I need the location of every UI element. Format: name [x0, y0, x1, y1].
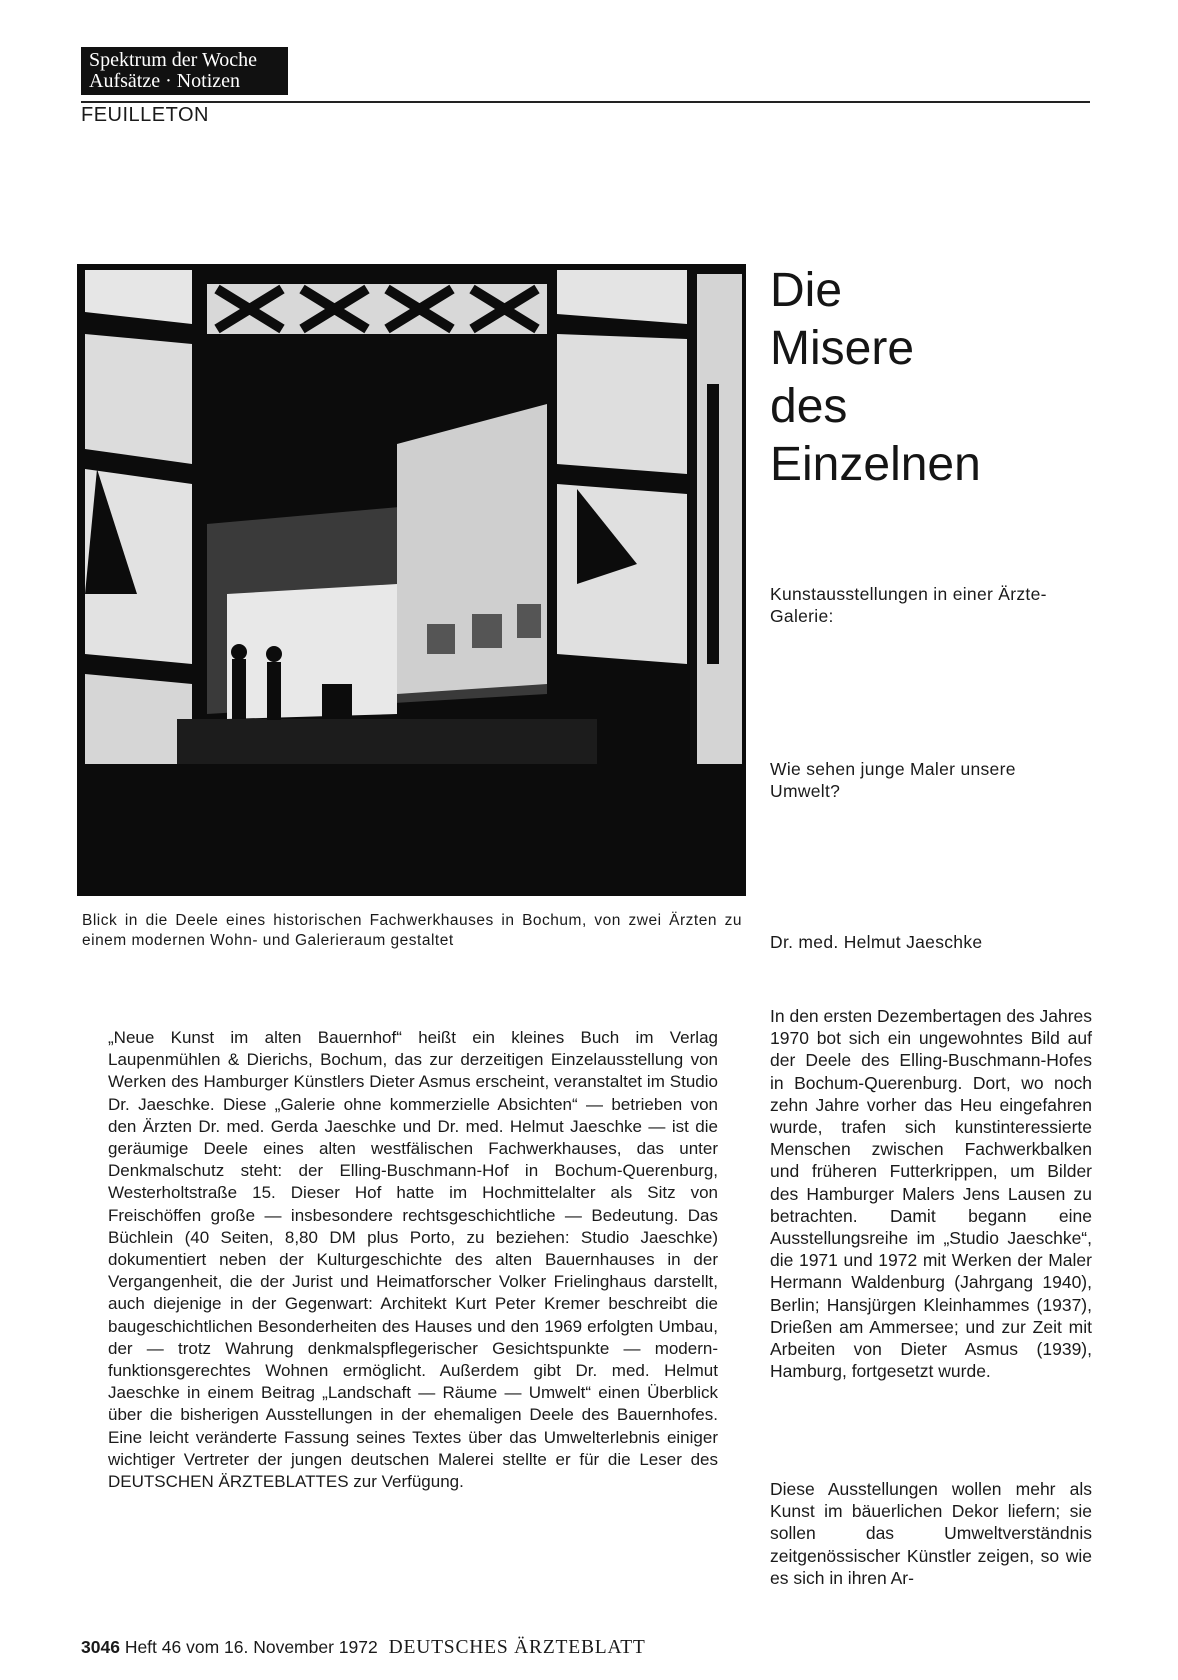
badge-line-1: Spektrum der Woche — [89, 49, 257, 71]
subtitle-question: Wie sehen junge Maler unsere Umwelt? — [770, 759, 1016, 801]
title-line-3: des — [770, 380, 848, 433]
header-rule — [81, 101, 1090, 103]
photo-timber-frame-hall — [77, 264, 746, 896]
photo-illustration — [77, 264, 746, 896]
author-byline: Dr. med. Helmut Jaeschke — [770, 932, 983, 952]
issue-date: Heft 46 vom 16. November 1972 — [124, 1637, 378, 1657]
intro-paragraph: „Neue Kunst im alten Bauernhof“ heißt ein kleines Buch im Verlag Laupenmühlen & Dierichs, Bochum, das zur derzeitigen Einzelausstellung von Werken des Hamburger Künstlers Dieter Asmus erscheint, veranstaltet im Studio Dr. Jaeschke. Diese „Galerie ohne kommerzielle Absichten“ — betrieben von den Ärzten Dr. med. Gerda Jaeschke und Dr. med. Helmut Jaeschke — ist die geräumige Deele eines alten westfälischen Fachwerkhauses, das unter Denkmalschutz steht: der Elling-Buschmann-Hof in Bochum-Querenburg, Westerholtstraße 15. Dieser Hof hatte im Hochmittelalter als Sitz von Freischöffen große — insbesondere rechtsgeschichtliche — Bedeutung. Das Büchlein (40 Seiten, 8,80 DM plus Porto, zu beziehen: Studio Jaeschke) dokumentiert neben der Kulturgeschichte des alten Bauernhauses in der Vergangenheit, die der Jurist und Heimatforscher Volker Frielinghaus darstellt, auch diejenige in der Gegenwart: Architekt Kurt Peter Kremer beschreibt die baugeschichtlichen Besonderheiten des Hauses und den 1969 erfolgten Umbau, der — trotz Wahrung denkmalspflegerischer Gesichtspunkte — modern-funktionsgerechtes Wohnen ermöglicht. Außerdem gibt Dr. med. Helmut Jaeschke in einem Beitrag „Landschaft — Räume — Umwelt“ einen Überblick über die bisherigen Ausstellungen in der ehemaligen Deele des Bauernhofes. Eine leicht veränderte Fassung seines Textes über das Umwelterlebnis einiger wichtiger Vertreter der jungen deutschen Malerei stellte er für die Leser des DEUTSCHEN ÄRZTEBLATTES zur Verfügung. — [108, 1028, 718, 1492]
photo-caption: Blick in die Deele eines historischen Fachwerkhauses in Bochum, von zwei Ärzten zu einem modernen Wohn- und Galerieraum gestaltet — [82, 912, 742, 949]
masthead: DEUTSCHES ÄRZTEBLATT — [388, 1637, 646, 1658]
page-number: 3046 — [81, 1637, 120, 1657]
article-title — [770, 262, 1090, 494]
title-line-2: Misere — [770, 322, 915, 375]
title-line-1: Die — [770, 264, 843, 317]
body-paragraph-2: Diese Ausstellungen wollen mehr als Kunst im bäuerlichen Dekor liefern; sie sollen das Umweltverständnis zeitgenössischer Künstler zeigen, so wie es sich in ihren Ar- — [770, 1479, 1092, 1588]
section-label: FEUILLETON — [81, 104, 209, 126]
subtitle-galerie: Kunstausstellungen in einer Ärzte-Galerie: — [770, 584, 1047, 626]
department-badge — [81, 47, 288, 95]
body-paragraph-1: In den ersten Dezembertagen des Jahres 1970 bot sich ein ungewohntes Bild auf der Deele des Elling-Buschmann-Hofes in Bochum-Querenburg. Dort, wo noch zehn Jahre vorher das Heu eingefahren wurde, trafen sich kunstinteressierte Menschen zwischen Fachwerkbalken und früheren Futterkrippen, um Bilder des Hamburger Malers Jens Lausen zu betrachten. Damit begann eine Ausstellungsreihe im „Studio Jaeschke“, die 1971 und 1972 mit Werken der Maler Hermann Waldenburg (Jahrgang 1940), Berlin; Hansjürgen Kleinhammes (1937), Drießen am Ammersee; und zur Zeit mit Arbeiten von Dieter Asmus (1939), Hamburg, fortgesetzt wurde. — [770, 1006, 1092, 1382]
title-line-4: Einzelnen — [770, 438, 981, 491]
badge-line-2: Aufsätze · Notizen — [89, 70, 241, 92]
page-footer — [81, 1637, 646, 1659]
